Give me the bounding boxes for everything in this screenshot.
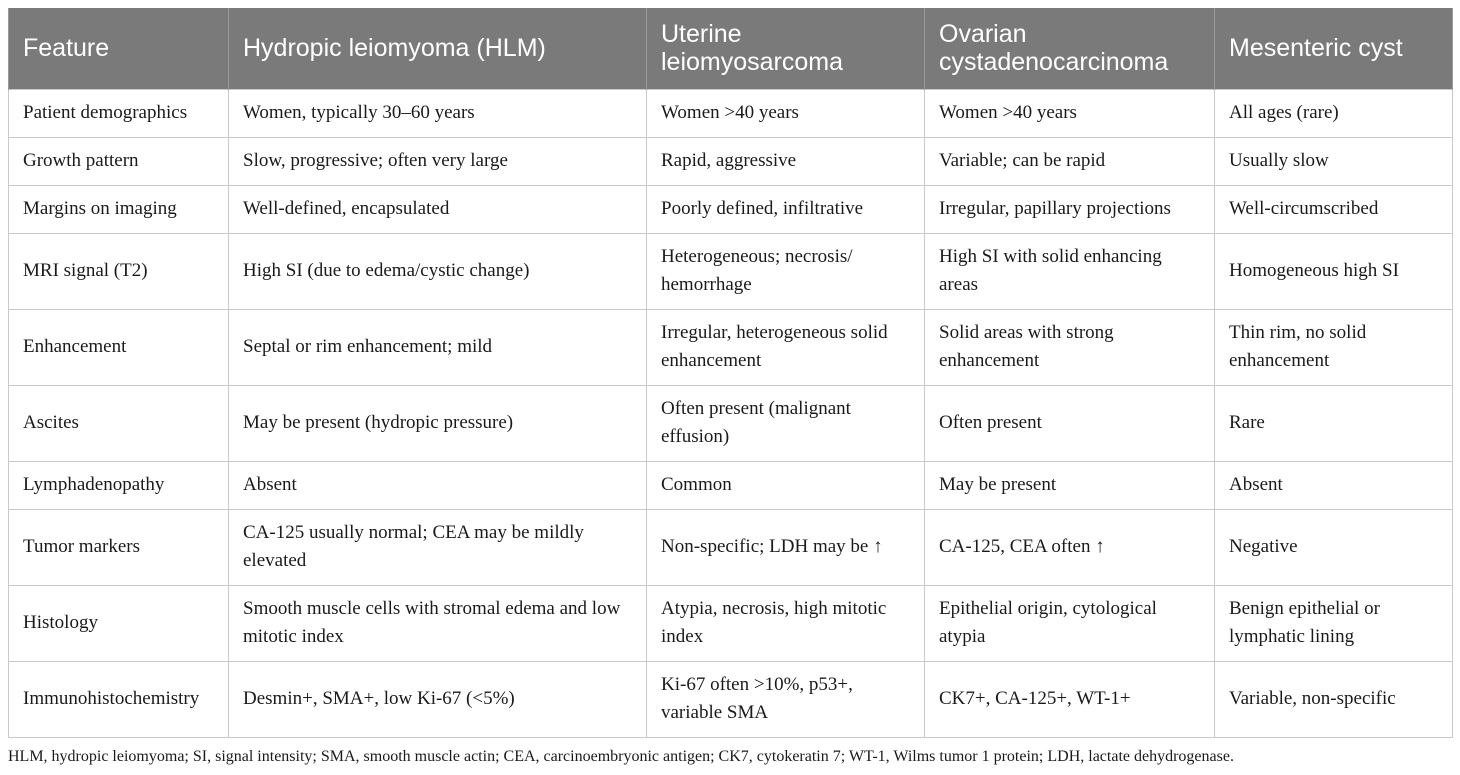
table-cell: Common: [647, 461, 925, 509]
table-cell: Immunohistochemistry: [9, 661, 229, 737]
table-cell: CK7+, CA-125+, WT-1+: [925, 661, 1215, 737]
table-cell: High SI with solid enhancing areas: [925, 233, 1215, 309]
table-cell: Variable; can be rapid: [925, 137, 1215, 185]
table-cell: CA-125, CEA often ↑: [925, 509, 1215, 585]
table-cell: Epithelial origin, cytological atypia: [925, 585, 1215, 661]
table-footnote: HLM, hydropic leiomyoma; SI, signal intensity; SMA, smooth muscle actin; CEA, carcinoembryonic antigen; CK7, cytokeratin 7; WT-1, Wilms tumor 1 protein; LDH, lactate dehydrogenase.: [8, 748, 1234, 765]
table-cell: Growth pattern: [9, 137, 229, 185]
table-cell: Women, typically 30–60 years: [229, 89, 647, 137]
table-header-row: [9, 8, 1453, 89]
table-cell: Enhancement: [9, 309, 229, 385]
table-cell: Well-circumscribed: [1215, 185, 1453, 233]
table-cell: Atypia, necrosis, high mitotic index: [647, 585, 925, 661]
table-row: [9, 585, 1453, 661]
table-row: [9, 233, 1453, 309]
table-cell: May be present (hydropic pressure): [229, 385, 647, 461]
table-cell: Often present (malignant effusion): [647, 385, 925, 461]
table-cell: Usually slow: [1215, 137, 1453, 185]
table-cell: Rare: [1215, 385, 1453, 461]
table-cell: Tumor markers: [9, 509, 229, 585]
table-cell: Patient demographics: [9, 89, 229, 137]
table-cell: High SI (due to edema/cystic change): [229, 233, 647, 309]
table-cell: Homogeneous high SI: [1215, 233, 1453, 309]
table-cell: Slow, progressive; often very large: [229, 137, 647, 185]
header-uterine-leiomyosarcoma: Uterine leiomyosarcoma: [647, 8, 925, 89]
table-row: [9, 185, 1453, 233]
comparison-table-container: [8, 8, 1452, 738]
table-row: [9, 309, 1453, 385]
table-cell: Non-specific; LDH may be ↑: [647, 509, 925, 585]
table-cell: Well-defined, encapsulated: [229, 185, 647, 233]
table-cell: Desmin+, SMA+, low Ki-67 (<5%): [229, 661, 647, 737]
table-cell: Septal or rim enhancement; mild: [229, 309, 647, 385]
table-cell: Smooth muscle cells with stromal edema and low mitotic index: [229, 585, 647, 661]
table-cell: Poorly defined, infiltrative: [647, 185, 925, 233]
table-cell: Ascites: [9, 385, 229, 461]
table-cell: Benign epithelial or lymphatic lining: [1215, 585, 1453, 661]
differential-diagnosis-table: [8, 8, 1453, 738]
table-row: [9, 661, 1453, 737]
table-cell: Ki-67 often >10%, p53+, variable SMA: [647, 661, 925, 737]
table-cell: Absent: [229, 461, 647, 509]
table-cell: Women >40 years: [647, 89, 925, 137]
table-cell: Lymphadenopathy: [9, 461, 229, 509]
table-cell: Irregular, heterogeneous solid enhancement: [647, 309, 925, 385]
table-cell: Often present: [925, 385, 1215, 461]
table-cell: Negative: [1215, 509, 1453, 585]
header-mesenteric-cyst: Mesenteric cyst: [1215, 8, 1453, 89]
table-cell: MRI signal (T2): [9, 233, 229, 309]
table-cell: Rapid, aggressive: [647, 137, 925, 185]
header-hydropic-leiomyoma: Hydropic leiomyoma (HLM): [229, 8, 647, 89]
table-cell: Variable, non-specific: [1215, 661, 1453, 737]
table-cell: Solid areas with strong enhancement: [925, 309, 1215, 385]
table-row: [9, 89, 1453, 137]
table-cell: Heterogeneous; necrosis/ hemorrhage: [647, 233, 925, 309]
table-row: [9, 137, 1453, 185]
table-cell: CA-125 usually normal; CEA may be mildly elevated: [229, 509, 647, 585]
table-cell: Irregular, papillary projections: [925, 185, 1215, 233]
table-cell: Women >40 years: [925, 89, 1215, 137]
table-row: [9, 461, 1453, 509]
table-cell: Histology: [9, 585, 229, 661]
table-cell: Absent: [1215, 461, 1453, 509]
header-feature: Feature: [9, 8, 229, 89]
table-cell: All ages (rare): [1215, 89, 1453, 137]
table-cell: Margins on imaging: [9, 185, 229, 233]
table-row: [9, 509, 1453, 585]
table-cell: Thin rim, no solid enhancement: [1215, 309, 1453, 385]
table-cell: May be present: [925, 461, 1215, 509]
header-ovarian-cystadenocarcinoma: Ovarian cystadenocarcinoma: [925, 8, 1215, 89]
table-row: [9, 385, 1453, 461]
